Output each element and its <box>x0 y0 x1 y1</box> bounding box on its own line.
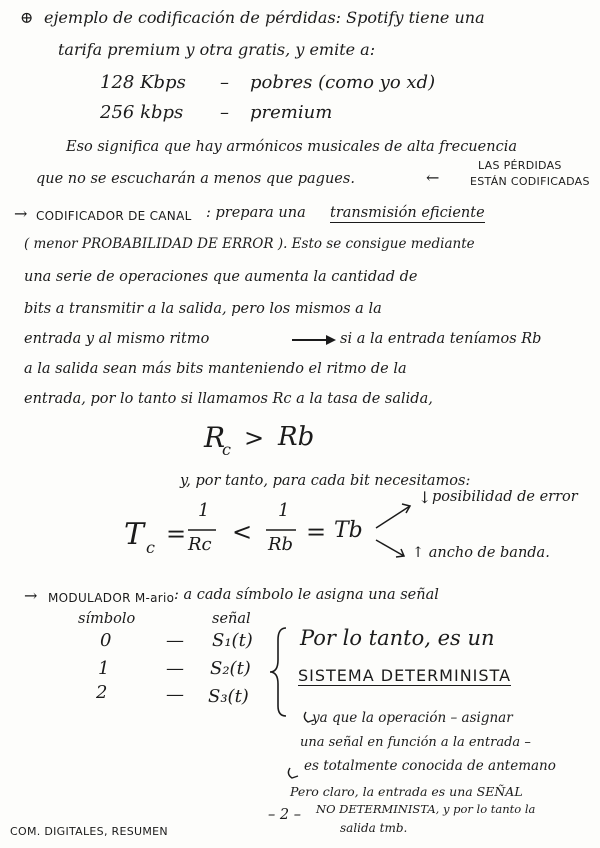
channel-arrow-icon: → <box>14 204 28 223</box>
bitrate-1-label: pobres (como yo xd) <box>250 72 436 93</box>
meaning-line-1: Eso significa que hay armónicos musicales de alta frecuencia <box>66 139 517 155</box>
meaning-note-1: LAS PÉRDIDAS <box>478 159 562 172</box>
modulator-title: MODULADOR M-ario <box>48 591 175 605</box>
bitrate-2-dash: – <box>220 102 229 123</box>
modulator-text: : a cada símbolo le asigna una señal <box>174 587 439 603</box>
channel-coder-line-2: ( menor PROBABILIDAD DE ERROR ). Esto se consigue mediante <box>24 236 475 252</box>
inequality-operator: > <box>244 424 265 452</box>
bitrate-2-label: premium <box>250 102 333 123</box>
intro-line-2: tarifa premium y otra gratis, y emite a: <box>58 40 376 59</box>
bullet-icon: ⊕ <box>20 8 34 27</box>
channel-coder-line-7: entrada, por lo tanto si llamamos Rc a la tasa de salida, <box>24 391 433 407</box>
channel-coder-highlight: transmisión eficiente <box>330 205 485 221</box>
intro-line-1: ejemplo de codificación de pérdidas: Spotify tiene una <box>44 8 485 27</box>
arrow-to-bandwidth-head <box>396 549 404 557</box>
fraction-1-denominator: Rc <box>188 534 212 555</box>
reason-line-3: es totalmente conocida de antemano <box>304 758 556 774</box>
arrow-to-error <box>376 506 410 528</box>
channel-coder-line-4: bits a transmitir a la salida, pero los mismos a la <box>24 301 382 317</box>
bitrate-1-dash: – <box>220 72 229 93</box>
inequality-left-sub: c <box>222 440 231 459</box>
symbol-row-2: 1 <box>98 658 110 679</box>
dash-row-3: — <box>166 684 184 705</box>
inequality-right: Rb <box>278 422 315 452</box>
fraction-2-numerator: 1 <box>278 500 290 521</box>
fraction-1-numerator: 1 <box>198 500 210 521</box>
meaning-arrow-icon: ← <box>426 168 440 187</box>
note-line-1: Pero claro, la entrada es una SEÑAL <box>290 784 523 799</box>
tc-subscript: c <box>146 538 155 557</box>
reason-line-1: ya que la operación – asignar <box>312 710 513 726</box>
reason-hook-2 <box>288 768 298 778</box>
channel-coder-line-5a: entrada y al mismo ritmo <box>24 331 210 347</box>
consequence-bandwidth: ↑ ancho de banda. <box>412 545 550 561</box>
symbol-row-3: 2 <box>96 682 108 703</box>
fraction-less-than: < <box>232 518 253 546</box>
signal-row-2: S₂(t) <box>210 658 251 679</box>
down-arrow-icon: ↓ <box>418 488 432 507</box>
footer-label: COM. DIGITALES, RESUMEN <box>10 825 168 838</box>
tc-equals: = <box>166 520 187 548</box>
reason-line-2: una señal en función a la entrada – <box>300 735 531 750</box>
conclusion-line-2: SISTEMA DETERMINISTA <box>298 666 512 685</box>
bitrate-1-value: 128 Kbps <box>100 72 186 93</box>
channel-coder-text-1: : prepara una <box>206 205 306 221</box>
for-each-bit-text: y, por tanto, para cada bit necesitamos: <box>180 473 471 489</box>
signal-row-3: S₃(t) <box>208 686 249 707</box>
channel-coder-line-3: una serie de operaciones que aumenta la cantidad de <box>24 269 418 285</box>
inequality-left: R <box>204 421 226 454</box>
channel-coder-line-5b: si a la entrada teníamos Rb <box>340 331 542 347</box>
modulator-arrow-icon: → <box>24 586 38 605</box>
bitrate-2-value: 256 kbps <box>100 102 184 123</box>
arrow-to-bandwidth <box>376 540 404 556</box>
fraction-2-denominator: Rb <box>268 534 294 555</box>
meaning-line-2: que no se escucharán a menos que pagues. <box>36 171 355 187</box>
signal-row-1: S₁(t) <box>212 630 253 651</box>
arrow-to-error-head <box>402 504 410 513</box>
dash-row-1: — <box>166 630 184 651</box>
meaning-note-2: ESTÁN CODIFICADAS <box>470 175 590 188</box>
note-line-3: salida tmb. <box>340 821 408 835</box>
dash-row-2: — <box>166 658 184 679</box>
conclusion-line-1: Por lo tanto, es un <box>300 626 495 650</box>
symbol-row-1: 0 <box>100 630 112 651</box>
tc-symbol: T <box>124 517 145 552</box>
page-number: – 2 – <box>268 807 301 823</box>
consequence-error: posibilidad de error <box>432 489 578 505</box>
tb-symbol: Tb <box>334 518 363 543</box>
ritmo-arrow-head <box>326 335 336 345</box>
channel-coder-title: CODIFICADOR DE CANAL <box>36 209 192 223</box>
tb-equals: = <box>306 518 327 546</box>
note-line-2: NO DETERMINISTA, y por lo tanto la <box>316 802 536 816</box>
column-symbol: símbolo <box>78 611 136 627</box>
column-signal: señal <box>212 611 251 627</box>
channel-coder-line-6: a la salida sean más bits manteniendo el ritmo de la <box>24 361 407 377</box>
table-brace <box>270 628 286 716</box>
